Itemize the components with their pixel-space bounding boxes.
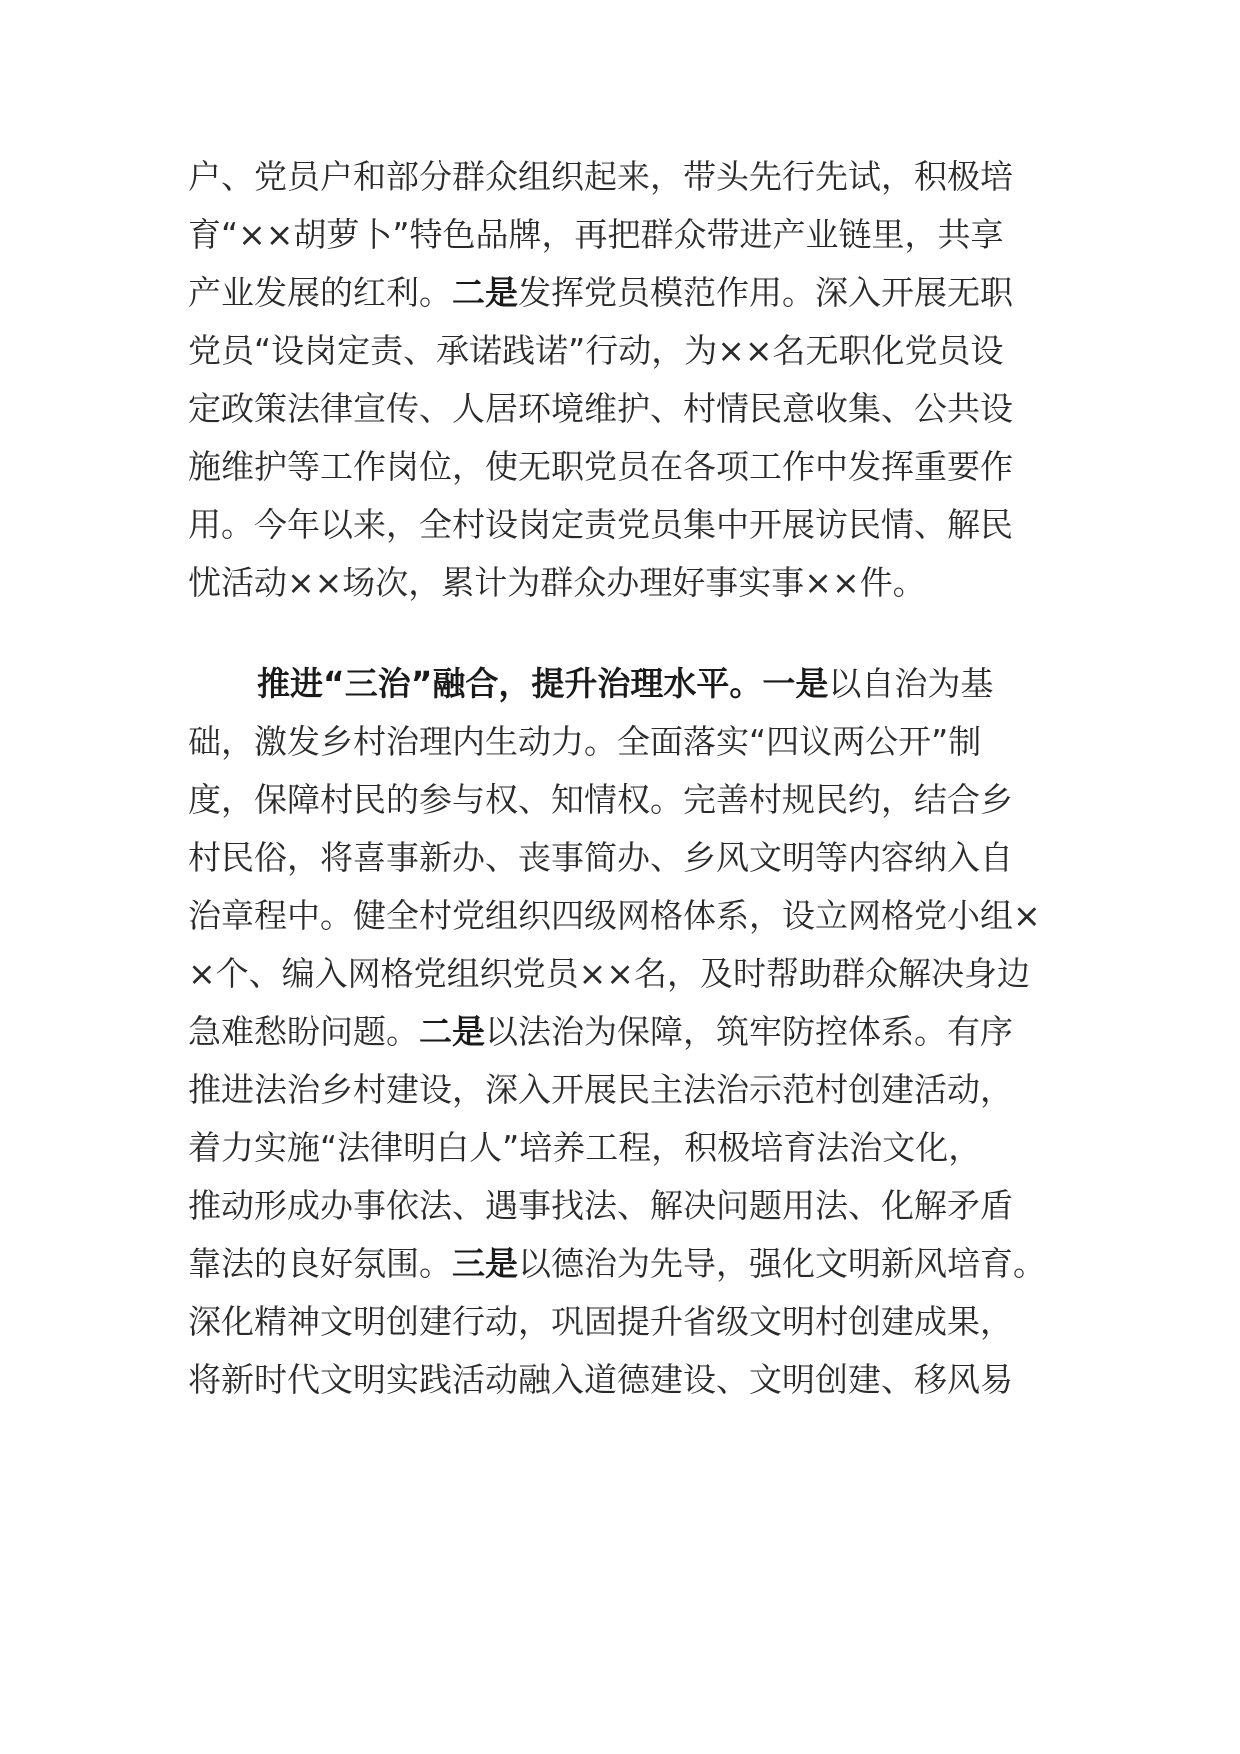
text-line: 户、党员户和部分群众组织起来，带头先行先试，积极培: [188, 157, 1013, 196]
text-line: 施维护等工作岗位，使无职党员在各项工作中发挥重要作: [188, 447, 1013, 486]
text-line: 靠法的良好氛围。三是以德治为先导，强化文明新风培育。: [188, 1244, 1046, 1283]
text-line: 育“××胡萝卜”特色品牌，再把群众带进产业链里，共享: [188, 215, 1004, 254]
text-line: ×个、编入网格党组织党员××名，及时帮助群众解决身边: [188, 954, 1030, 993]
text-line: 推进“三治”融合，提升治理水平。一是以自治为基: [257, 664, 994, 703]
text-line: 础，激发乡村治理内生动力。全面落实“四议两公开”制: [188, 722, 982, 761]
text-line: 用。今年以来，全村设岗定责党员集中开展访民情、解民: [188, 505, 1013, 544]
text-line: 忧活动××场次，累计为群众办理好事实事××件。: [188, 563, 926, 602]
text-line: 推进法治乡村建设，深入开展民主法治示范村创建活动，: [188, 1070, 1013, 1109]
bold-marker: 二是: [419, 1012, 485, 1051]
text-line: 深化精神文明创建行动，巩固提升省级文明村创建成果，: [188, 1302, 1013, 1341]
bold-marker: 三是: [452, 1244, 518, 1283]
text-line: 产业发展的红利。二是发挥党员模范作用。深入开展无职: [188, 273, 1013, 312]
text-line: 党员“设岗定责、承诺践诺”行动，为××名无职化党员设: [188, 331, 1004, 370]
section-heading: 推进“三治”融合，提升治理水平。: [257, 664, 763, 703]
text-line: 村民俗，将喜事新办、丧事简办、乡风文明等内容纳入自: [188, 838, 1013, 877]
text-line: 度，保障村民的参与权、知情权。完善村规民约，结合乡: [188, 780, 1013, 819]
text-line: 定政策法律宣传、人居环境维护、村情民意收集、公共设: [188, 389, 1013, 428]
text-line: 将新时代文明实践活动融入道德建设、文明创建、移风易: [188, 1360, 1013, 1399]
text-line: 推动形成办事依法、遇事找法、解决问题用法、化解矛盾: [188, 1186, 1013, 1225]
bold-marker: 二是: [452, 273, 518, 312]
text-line: 着力实施“法律明白人”培养工程，积极培育法治文化，: [188, 1128, 982, 1167]
text-line: 急难愁盼问题。二是以法治为保障，筑牢防控体系。有序: [188, 1012, 1013, 1051]
bold-marker: 一是: [762, 664, 829, 703]
text-line: 治章程中。健全村党组织四级网格体系，设立网格党小组×: [188, 896, 1041, 935]
